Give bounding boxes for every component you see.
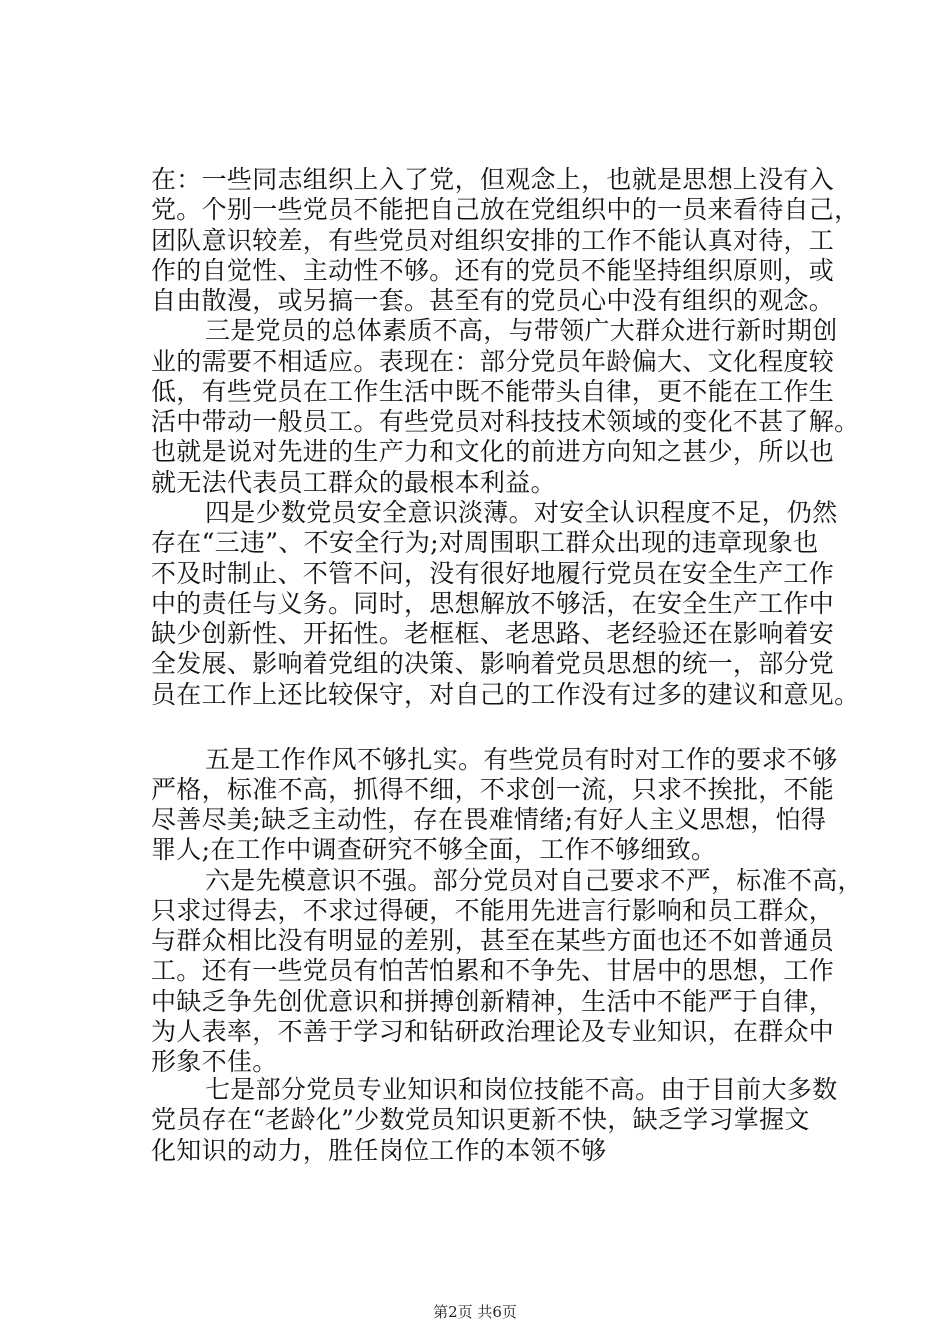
text-line: 团队意识较差，有些党员对组织安排的工作不能认真对待，工 (151, 226, 835, 255)
page-footer: 第2页 共6页 (433, 1303, 517, 1321)
text-line: 中缺乏争先创优意识和拼搏创新精神，生活中不能严于自律， (151, 987, 835, 1016)
text-line: 工。还有一些党员有怕苦怕累和不争先、甘居中的思想，工作 (151, 956, 835, 985)
paragraph-start-line: 四是少数党员安全意识淡薄。对安全认识程度不足，仍然 (205, 498, 838, 527)
text-line: 形象不佳。 (151, 1047, 278, 1076)
text-line: 不及时制止、不管不问，没有很好地履行党员在安全生产工作 (151, 559, 835, 588)
text-line: 存在“三违”、不安全行为;对周围职工群众出现的违章现象也 (151, 528, 819, 557)
text-line: 与群众相比没有明显的差别，甚至在某些方面也还不如普通员 (151, 926, 835, 955)
text-line: 也就是说对先进的生产力和文化的前进方向知之甚少，所以也 (151, 437, 835, 466)
text-line: 在：一些同志组织上入了党，但观念上，也就是思想上没有入 (151, 165, 835, 194)
paragraph-start-line: 六是先模意识不强。部分党员对自己要求不严，标准不高， (205, 866, 863, 895)
text-line: 就无法代表员工群众的最根本利益。 (151, 468, 556, 497)
text-line: 低，有些党员在工作生活中既不能带头自律，更不能在工作生 (151, 377, 835, 406)
text-line: 自由散漫，或另搞一套。甚至有的党员心中没有组织的观念。 (151, 286, 835, 315)
text-line: 尽善尽美;缺乏主动性，存在畏难情绪;有好人主义思想，怕得 (151, 805, 827, 834)
text-line: 党。个别一些党员不能把自己放在党组织中的一员来看待自己， (151, 195, 860, 224)
paragraph-start-line: 五是工作作风不够扎实。有些党员有时对工作的要求不够 (205, 745, 838, 774)
text-line: 化知识的动力，胜任岗位工作的本领不够 (151, 1136, 607, 1165)
text-line: 中的责任与义务。同时，思想解放不够活，在安全生产工作中 (151, 589, 835, 618)
paragraph-start-line: 三是党员的总体素质不高，与带领广大群众进行新时期创 (205, 316, 838, 345)
text-line: 为人表率，不善于学习和钻研政治理论及专业知识，在群众中 (151, 1017, 835, 1046)
text-line: 缺少创新性、开拓性。老框框、老思路、老经验还在影响着安 (151, 619, 835, 648)
text-line: 党员存在“老龄化”少数党员知识更新不快，缺乏学习掌握文 (151, 1105, 810, 1134)
text-line: 员在工作上还比较保守，对自己的工作没有过多的建议和意见。 (151, 680, 860, 709)
text-line: 严格，标准不高，抓得不细，不求创一流，只求不挨批，不能 (151, 775, 835, 804)
text-line: 全发展、影响着党组的决策、影响着党员思想的统一，部分党 (151, 649, 835, 678)
text-line: 活中带动一般员工。有些党员对科技技术领域的变化不甚了解。 (151, 407, 860, 436)
text-line: 罪人;在工作中调查研究不够全面，工作不够细致。 (151, 835, 717, 864)
text-line: 只求过得去，不求过得硬，不能用先进言行影响和员工群众， (151, 896, 835, 925)
paragraph-start-line: 七是部分党员专业知识和岗位技能不高。由于目前大多数 (205, 1075, 838, 1104)
text-line: 作的自觉性、主动性不够。还有的党员不能坚持组织原则，或 (151, 256, 835, 285)
text-line: 业的需要不相适应。表现在：部分党员年龄偏大、文化程度较 (151, 347, 835, 376)
